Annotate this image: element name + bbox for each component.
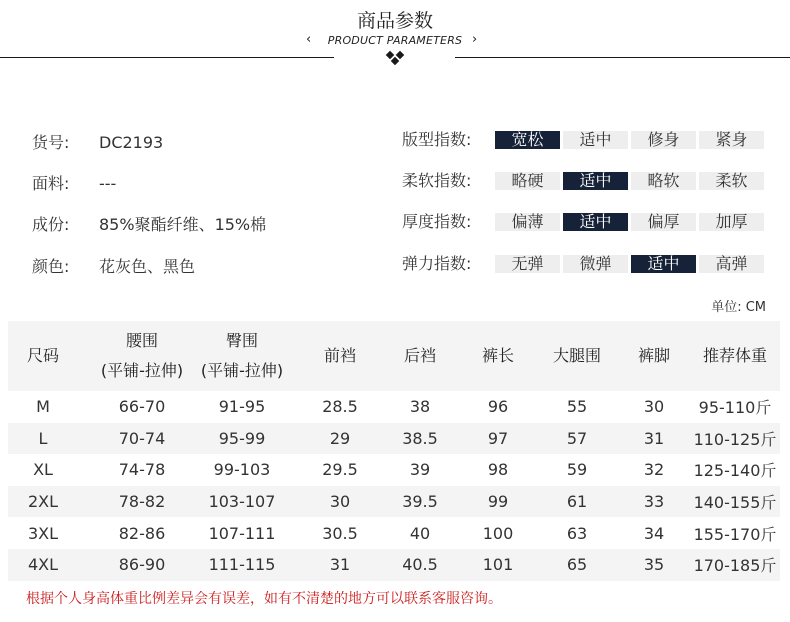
header-cell — [622, 321, 686, 391]
header-text: 腰围 — [125, 331, 158, 350]
header-subtext: (平铺-拉伸) — [200, 361, 284, 380]
info-label: 颜色: — [32, 257, 70, 276]
info-label: 货号: — [32, 133, 70, 152]
header-cell — [8, 321, 78, 391]
index-option: 紧身 — [699, 131, 764, 149]
table-cell: 31 — [329, 555, 351, 575]
index-option: 略软 — [631, 172, 696, 190]
info-label: 成份: — [32, 215, 70, 234]
index-option: 柔软 — [699, 172, 764, 190]
table-cell: 34 — [643, 523, 665, 543]
index-option: 宽松 — [495, 131, 560, 149]
info-value: 花灰色、黑色 — [99, 257, 196, 276]
info-color — [32, 254, 195, 277]
table-cell: 61 — [566, 492, 588, 512]
table-cell: 59 — [566, 460, 588, 480]
header-text: 大腿围 — [552, 346, 601, 365]
table-cell: 155-170斤 — [693, 524, 777, 544]
table-cell: 63 — [566, 523, 588, 543]
header-text: 前裆 — [323, 346, 356, 365]
table-row — [8, 549, 780, 581]
table-cell: 91-95 — [218, 397, 266, 417]
table-row — [8, 486, 780, 518]
info-value: DC2193 — [99, 133, 164, 152]
index-option: 略硬 — [495, 172, 560, 190]
index-option: 修身 — [631, 131, 696, 149]
table-cell: 95-99 — [218, 428, 266, 448]
index-label: 版型指数: — [402, 130, 472, 149]
info-composition — [32, 212, 266, 235]
info-fabric — [32, 171, 116, 194]
header-text: 尺码 — [26, 346, 59, 365]
table-cell: 3XL — [27, 523, 59, 543]
header-cell — [308, 321, 372, 391]
table-cell: 32 — [643, 460, 665, 480]
index-option: 高弹 — [699, 255, 764, 273]
table-cell: 82-86 — [118, 523, 166, 543]
chevron-left-icon: ‹ — [306, 32, 312, 47]
table-cell: 2XL — [27, 492, 59, 512]
table-cell: L — [38, 428, 48, 448]
header-cell — [540, 321, 614, 391]
table-cell: 30 — [643, 397, 665, 417]
table-cell: 97 — [487, 428, 509, 448]
header-cell — [192, 321, 292, 391]
table-cell: 100 — [482, 523, 514, 543]
table-cell: 170-185斤 — [693, 556, 777, 576]
page-title: 商品参数 — [356, 10, 433, 32]
table-cell: 39 — [409, 460, 431, 480]
table-cell: 125-140斤 — [693, 461, 777, 481]
table-cell: M — [36, 397, 50, 417]
table-cell: 111-115 — [208, 555, 276, 575]
header-cell — [388, 321, 452, 391]
size-table — [8, 321, 780, 581]
index-option: 适中 — [563, 213, 628, 231]
table-cell: 35 — [643, 555, 665, 575]
header-text: 裤长 — [481, 346, 514, 365]
index-option: 适中 — [563, 131, 628, 149]
table-cell: 99-103 — [213, 460, 271, 480]
table-header-row — [8, 321, 780, 391]
table-cell: 65 — [566, 555, 588, 575]
index-option: 无弹 — [495, 255, 560, 273]
table-cell: 95-110斤 — [698, 398, 772, 418]
table-cell: 98 — [487, 460, 509, 480]
header-text: 后裆 — [403, 346, 436, 365]
index-label: 厚度指数: — [402, 212, 472, 231]
table-row — [8, 454, 780, 486]
table-row — [8, 391, 780, 423]
table-cell: 39.5 — [402, 492, 438, 512]
table-cell: 78-82 — [118, 492, 166, 512]
header-cell — [466, 321, 530, 391]
table-cell: 40.5 — [402, 555, 438, 575]
table-cell: 110-125斤 — [693, 429, 777, 449]
index-option: 微弹 — [563, 255, 628, 273]
table-cell: 140-155斤 — [693, 493, 777, 513]
table-cell: 29.5 — [322, 460, 358, 480]
header-text: 推荐体重 — [702, 346, 767, 365]
table-cell: 107-111 — [208, 523, 276, 543]
table-cell: 66-70 — [118, 397, 166, 417]
table-cell: 103-107 — [208, 492, 276, 512]
size-notice: 根据个人身高体重比例差异会有误差，如有不清楚的地方可以联系客服咨询。 — [26, 591, 502, 607]
header-cell — [690, 321, 780, 391]
table-cell: 38.5 — [402, 428, 438, 448]
header-text: 臀围 — [225, 331, 258, 350]
table-cell: 74-78 — [118, 460, 166, 480]
page-subtitle: PRODUCT PARAMETERS — [327, 34, 463, 47]
index-option: 适中 — [563, 172, 628, 190]
info-value: --- — [99, 174, 117, 193]
divider-left — [0, 57, 334, 58]
table-cell: 99 — [487, 492, 509, 512]
table-cell: 40 — [409, 523, 431, 543]
table-cell: 55 — [566, 397, 588, 417]
header-cell — [92, 321, 192, 391]
index-option: 加厚 — [699, 213, 764, 231]
index-option: 偏薄 — [495, 213, 560, 231]
index-label: 弹力指数: — [402, 254, 472, 273]
table-cell: 29 — [329, 428, 351, 448]
table-cell: 30 — [329, 492, 351, 512]
info-value: 85%聚酯纤维、15%棉 — [99, 215, 267, 234]
unit-label: 单位: CM — [711, 300, 766, 315]
table-cell: 86-90 — [118, 555, 166, 575]
table-cell: 96 — [487, 397, 509, 417]
table-row — [8, 423, 780, 455]
info-label: 面料: — [32, 174, 70, 193]
diamond-ornament-icon — [385, 51, 405, 67]
table-cell: 4XL — [27, 555, 59, 575]
table-cell: 28.5 — [322, 397, 358, 417]
header-text: 裤脚 — [637, 346, 670, 365]
table-cell: 70-74 — [118, 428, 166, 448]
table-cell: 31 — [643, 428, 665, 448]
table-cell: XL — [33, 460, 53, 480]
index-option: 适中 — [631, 255, 696, 273]
chevron-right-icon: › — [472, 32, 478, 47]
table-row — [8, 517, 780, 549]
info-sku — [32, 130, 163, 153]
divider-right — [455, 57, 790, 58]
table-cell: 57 — [566, 428, 588, 448]
table-cell: 33 — [643, 492, 665, 512]
index-label: 柔软指数: — [402, 171, 472, 190]
table-cell: 38 — [409, 397, 431, 417]
table-cell: 30.5 — [322, 523, 358, 543]
index-option: 偏厚 — [631, 213, 696, 231]
header-subtext: (平铺-拉伸) — [100, 361, 184, 380]
table-cell: 101 — [482, 555, 514, 575]
